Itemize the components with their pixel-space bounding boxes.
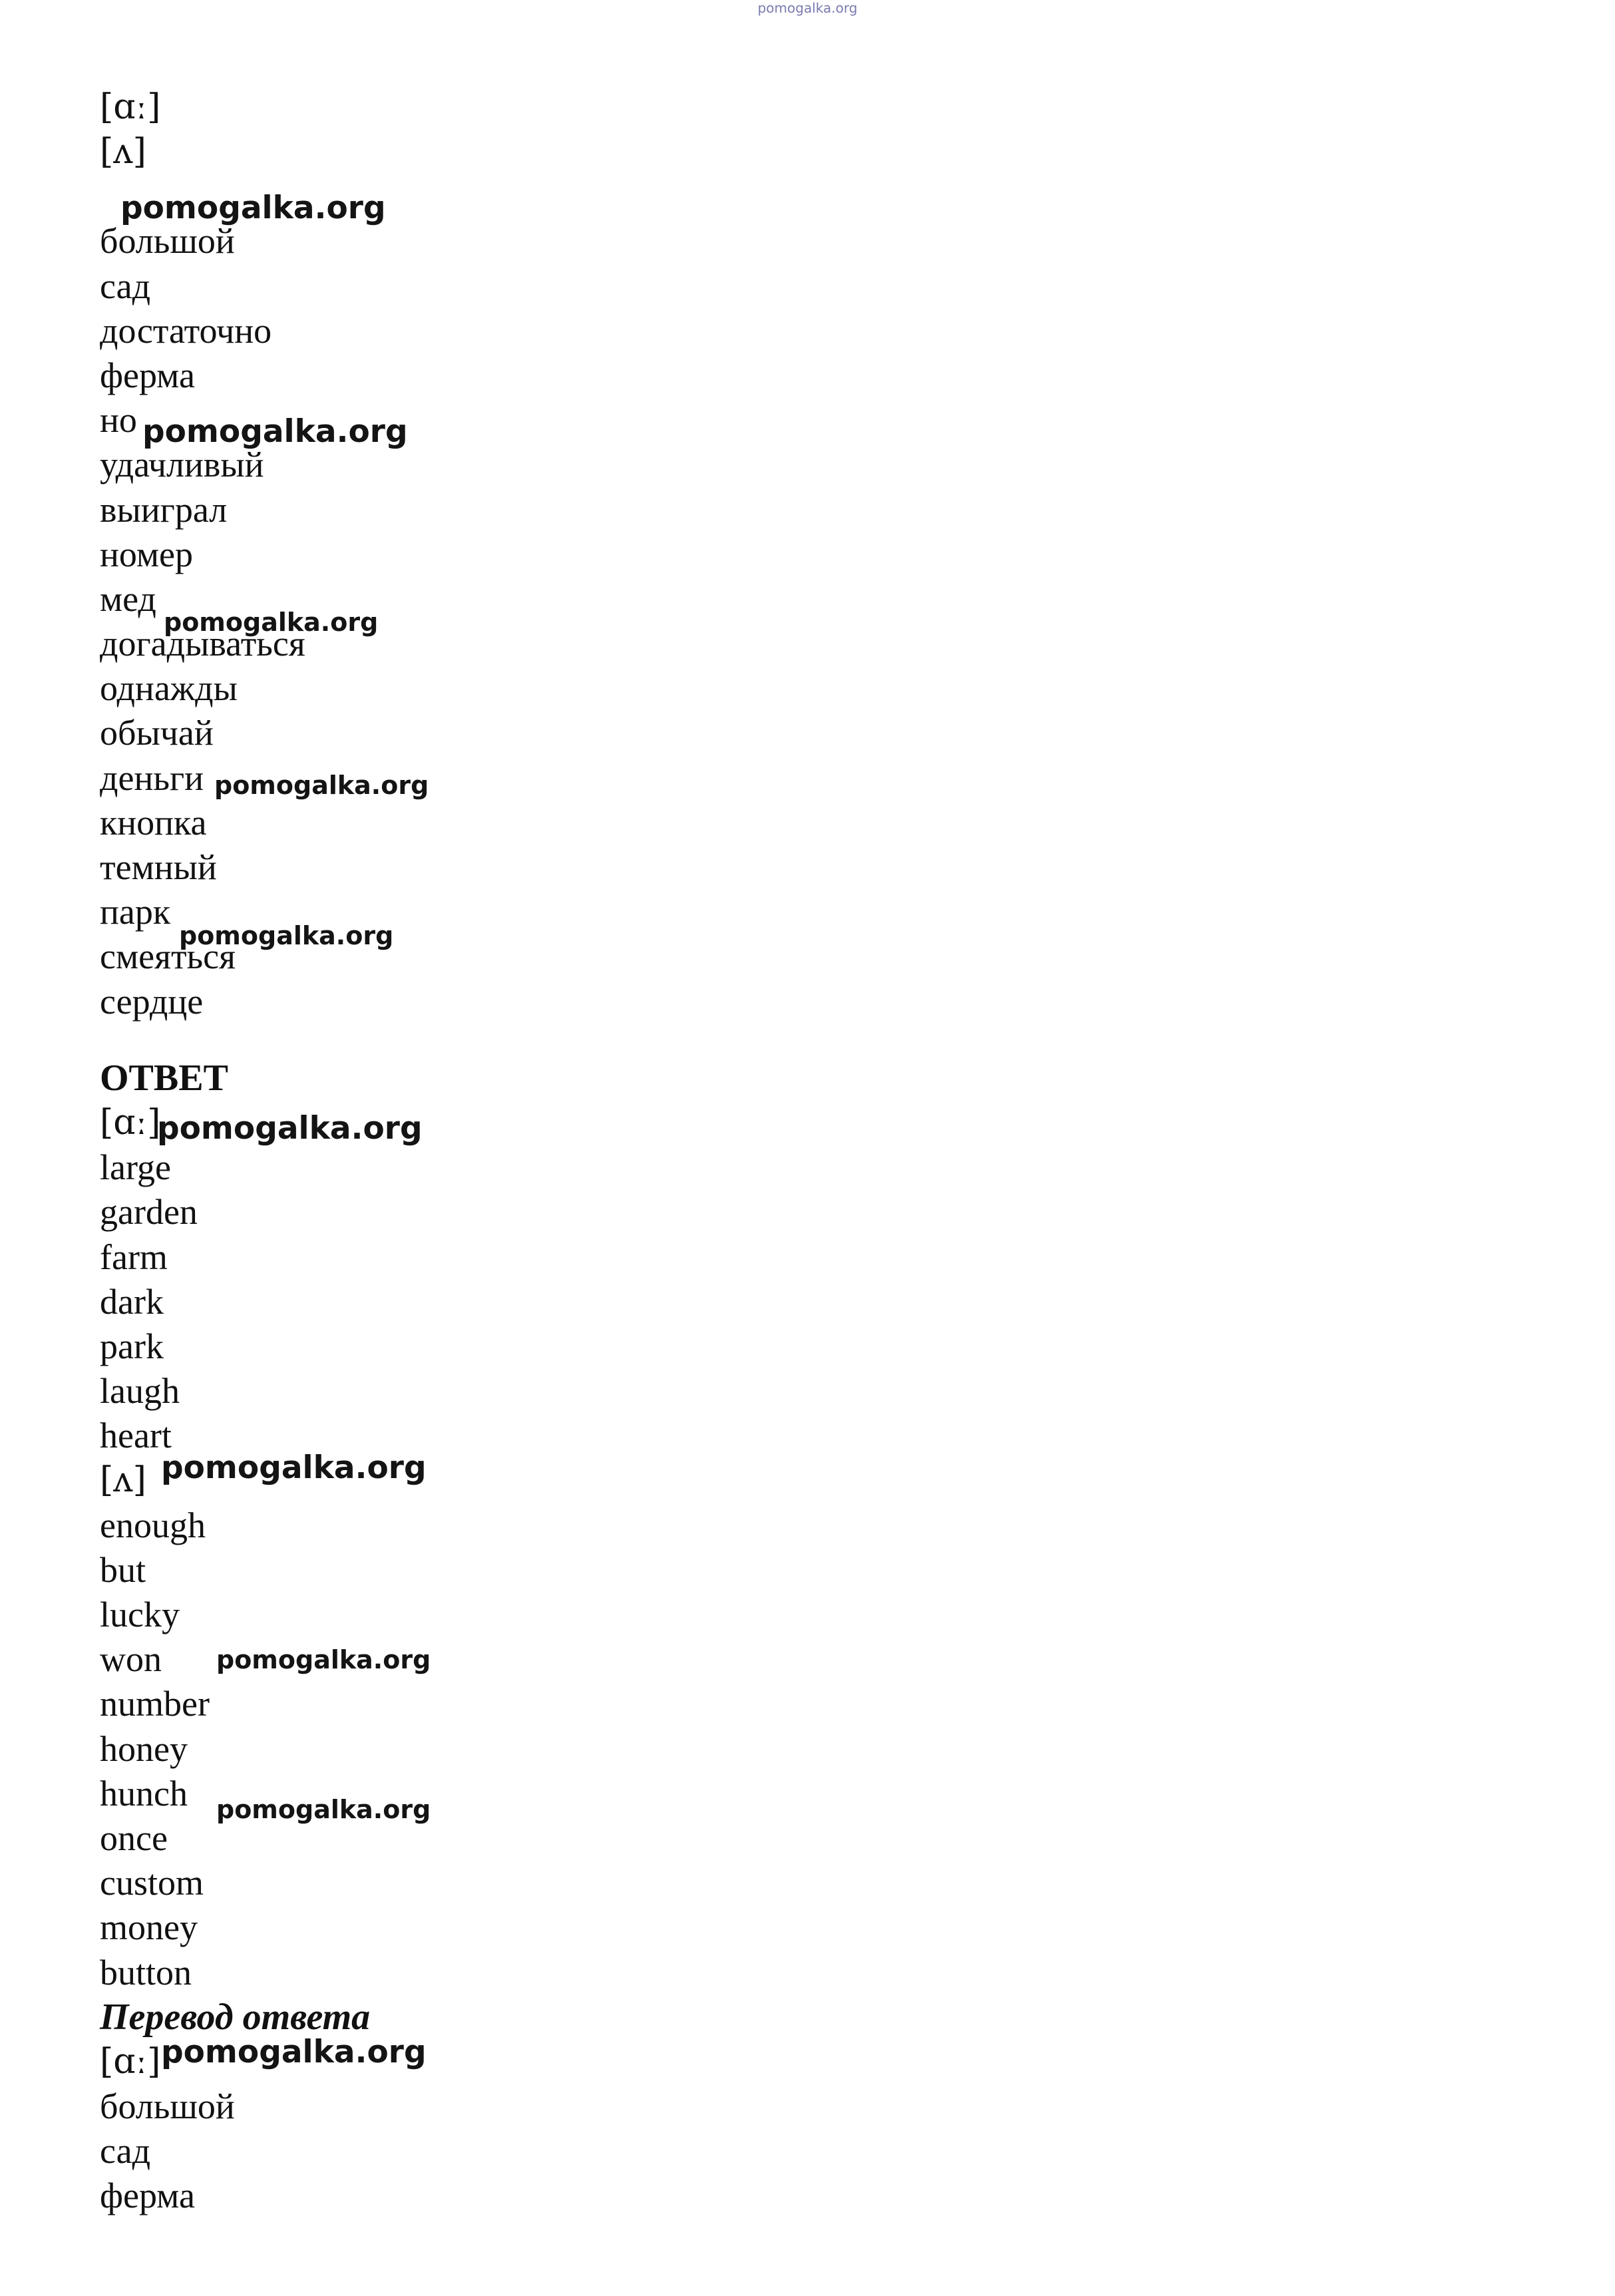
watermark: pomogalka.org xyxy=(164,608,379,637)
watermark: pomogalka.org xyxy=(179,921,394,950)
answer-heading: ОТВЕТ xyxy=(100,1057,228,1099)
answer-word: farm xyxy=(100,1237,168,1277)
task-word: парк xyxy=(100,892,171,932)
task-word: темный xyxy=(100,847,217,887)
task-word: удачливый xyxy=(100,445,264,485)
watermark: pomogalka.org xyxy=(142,413,408,450)
answer-word: lucky xyxy=(100,1595,180,1634)
answer-sound-label: [ʌ] xyxy=(100,1460,146,1501)
task-word: мед xyxy=(100,578,156,619)
sound-label: [ɑː] xyxy=(100,87,161,127)
answer-word: heart xyxy=(100,1416,172,1456)
answer-word: enough xyxy=(100,1505,206,1545)
task-word: сад xyxy=(100,266,151,306)
answer-word: button xyxy=(100,1952,192,1993)
document-body xyxy=(100,85,898,2219)
answer-word: number xyxy=(100,1684,210,1724)
answer-word: garden xyxy=(100,1192,198,1233)
answer-word: custom xyxy=(100,1863,204,1903)
task-word: номер xyxy=(100,534,194,574)
answer-word: but xyxy=(100,1549,146,1590)
page-header-watermark: pomogalka.org xyxy=(757,0,858,16)
answer-word: honey xyxy=(100,1728,188,1769)
translation-heading: Перевод ответа xyxy=(100,1996,371,2038)
watermark: pomogalka.org xyxy=(120,190,386,226)
answer-word-list-a xyxy=(100,1145,898,1458)
answer-word: park xyxy=(100,1326,164,1366)
translation-word: сад xyxy=(100,2131,151,2172)
watermark: pomogalka.org xyxy=(216,1795,431,1824)
answer-word: won xyxy=(100,1639,162,1680)
answer-word: hunch xyxy=(100,1773,188,1814)
translation-sound-label: [ɑː] xyxy=(100,2041,161,2082)
task-word: обычай xyxy=(100,713,214,753)
answer-word: money xyxy=(100,1907,198,1948)
answer-sound-label: [ɑː] xyxy=(100,1102,161,1143)
task-word: выиграл xyxy=(100,489,228,530)
answer-word: dark xyxy=(100,1281,164,1322)
watermark: pomogalka.org xyxy=(157,1110,423,1147)
task-word: но xyxy=(100,400,137,441)
task-word: большой xyxy=(100,221,235,262)
task-word: однажды xyxy=(100,668,238,709)
task-word: ферма xyxy=(100,355,195,395)
sound-label: [ʌ] xyxy=(100,132,146,172)
translation-word-list xyxy=(100,2084,898,2219)
translation-word: ферма xyxy=(100,2176,195,2216)
task-word: достаточно xyxy=(100,310,272,351)
task-word: сердце xyxy=(100,981,204,1022)
task-word: деньги xyxy=(100,757,204,798)
answer-word-list-b xyxy=(100,1503,898,1995)
watermark: pomogalka.org xyxy=(161,1449,427,1486)
task-word: догадываться xyxy=(100,624,305,664)
task-word: кнопка xyxy=(100,802,207,843)
translation-word: большой xyxy=(100,2086,235,2127)
watermark: pomogalka.org xyxy=(216,1645,431,1674)
watermark: pomogalka.org xyxy=(214,771,429,800)
answer-word: laugh xyxy=(100,1371,180,1412)
task-word: смеяться xyxy=(100,936,236,977)
answer-word: large xyxy=(100,1147,171,1188)
watermark: pomogalka.org xyxy=(161,2034,427,2070)
answer-word: once xyxy=(100,1818,168,1858)
